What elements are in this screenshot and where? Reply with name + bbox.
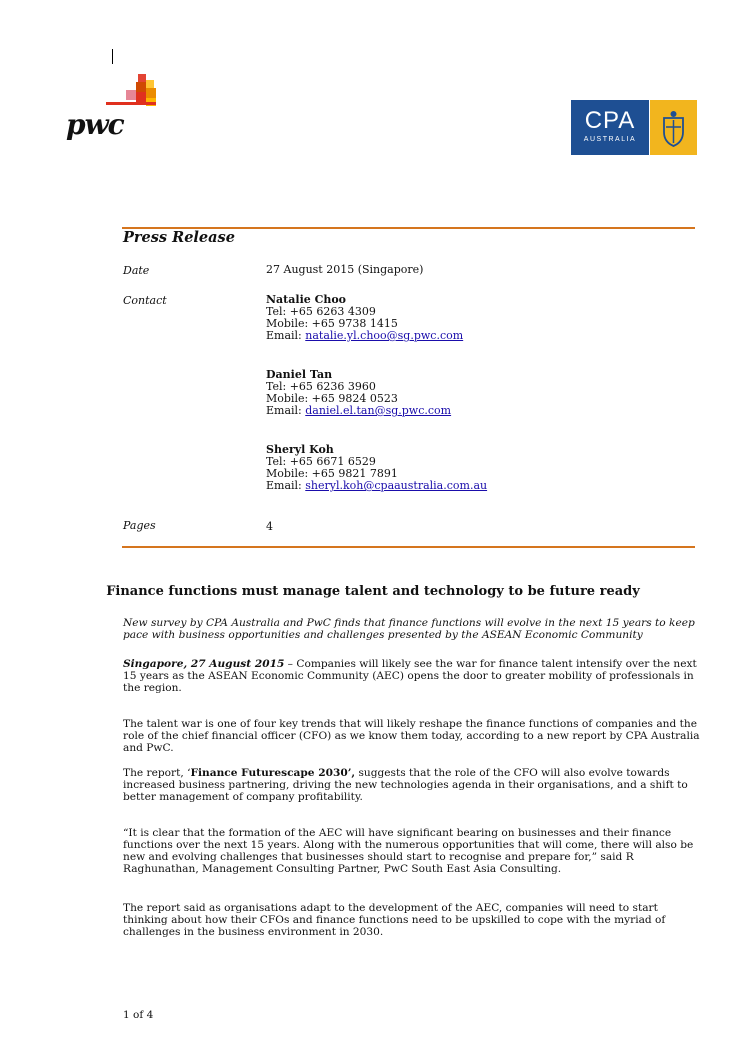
press-release-title: Press Release bbox=[123, 229, 235, 246]
contact-email-row bbox=[266, 480, 487, 492]
cpa-australia-logo bbox=[571, 100, 697, 155]
pwc-logo bbox=[66, 70, 166, 150]
contact-email-row bbox=[266, 330, 463, 342]
contact-email-link[interactable]: sheryl.koh@cpaaustralia.com.au bbox=[305, 479, 488, 492]
contact-mobile: Mobile: +65 9824 0523 bbox=[266, 392, 398, 405]
article-paragraph: The talent war is one of four key trends that will likely reshape the finance functions of companies and the role of the chief financial officer (CFO) as we know them today, according to a new report by CPA Australia and PwC. bbox=[123, 718, 700, 754]
contact-email-row bbox=[266, 405, 451, 417]
contact-tel: Tel: +65 6671 6529 bbox=[266, 455, 376, 468]
contact-email-prefix: Email: bbox=[266, 404, 306, 417]
article-paragraph bbox=[123, 767, 703, 803]
dateline: Singapore, 27 August 2015 bbox=[123, 658, 285, 670]
contact-email-prefix: Email: bbox=[266, 329, 306, 342]
paragraph-text: suggests that the role of the CFO will also evolve towards increased business partnering, driving the new technologies agenda in their organisations, and a shift to better management of company profitability. bbox=[123, 767, 688, 803]
article-headline: Finance functions must manage talent and technology to be future ready bbox=[106, 584, 640, 599]
pages-value: 4 bbox=[266, 520, 273, 533]
text-cursor bbox=[112, 49, 113, 64]
article-paragraph bbox=[123, 658, 703, 694]
article-subhead: New survey by CPA Australia and PwC finds that finance functions will evolve in the next 15 years to keep pace with business opportunities and challenges presented by the ASEAN Economic Community bbox=[123, 617, 695, 641]
paragraph-text: – Companies will likely see the war for finance talent intensify over the next 15 years as the ASEAN Economic Community (AEC) opens the door to greater mobility of professionals in the region. bbox=[123, 658, 697, 694]
date-value: 27 August 2015 (Singapore) bbox=[266, 263, 424, 276]
contact-block bbox=[266, 369, 451, 417]
pages-label: Pages bbox=[123, 519, 156, 532]
contact-name: Daniel Tan bbox=[266, 368, 333, 381]
date-label: Date bbox=[123, 264, 150, 277]
header-bottom-rule bbox=[122, 546, 695, 548]
article-paragraph: The report said as organisations adapt to the development of the AEC, companies will need to start thinking about how their CFOs and finance functions need to be upskilled to cope with the myriad of challenges in the business environment in 2030. bbox=[123, 902, 666, 938]
cpa-logo-panel bbox=[571, 100, 649, 155]
contact-name: Sheryl Koh bbox=[266, 443, 334, 456]
contact-tel: Tel: +65 6263 4309 bbox=[266, 305, 376, 318]
pwc-logo-blocks-icon bbox=[66, 70, 166, 110]
page-indicator: 1 of 4 bbox=[123, 1009, 154, 1021]
cpa-logo-text: CPA bbox=[584, 107, 636, 134]
contact-name: Natalie Choo bbox=[266, 293, 347, 306]
contact-label: Contact bbox=[123, 294, 167, 307]
contact-block bbox=[266, 444, 487, 492]
article-paragraph: “It is clear that the formation of the AEC will have significant bearing on businesses and their finance functions over the next 15 years. Along with the numerous opportunities that will come, there will also be new and evolving challenges that businesses should start to recognise and prepare for,” said R Raghunathan, Management Consulting Partner, PwC South East Asia Consulting. bbox=[123, 827, 694, 875]
contact-mobile: Mobile: +65 9738 1415 bbox=[266, 317, 398, 330]
contact-block bbox=[266, 294, 463, 342]
pwc-logo-text: pwc bbox=[66, 108, 124, 141]
cpa-logo-subtext: AUSTRALIA bbox=[583, 136, 637, 143]
paragraph-text: The report, ‘ bbox=[123, 767, 191, 779]
contact-mobile: Mobile: +65 9821 7891 bbox=[266, 467, 398, 480]
contact-tel: Tel: +65 6236 3960 bbox=[266, 380, 376, 393]
contact-email-link[interactable]: daniel.el.tan@sg.pwc.com bbox=[305, 404, 452, 417]
report-title: Finance Futurescape 2030’, bbox=[190, 767, 356, 779]
contact-email-prefix: Email: bbox=[266, 479, 306, 492]
cpa-crest-icon bbox=[650, 100, 697, 155]
contact-email-link[interactable]: natalie.yl.choo@sg.pwc.com bbox=[305, 329, 464, 342]
